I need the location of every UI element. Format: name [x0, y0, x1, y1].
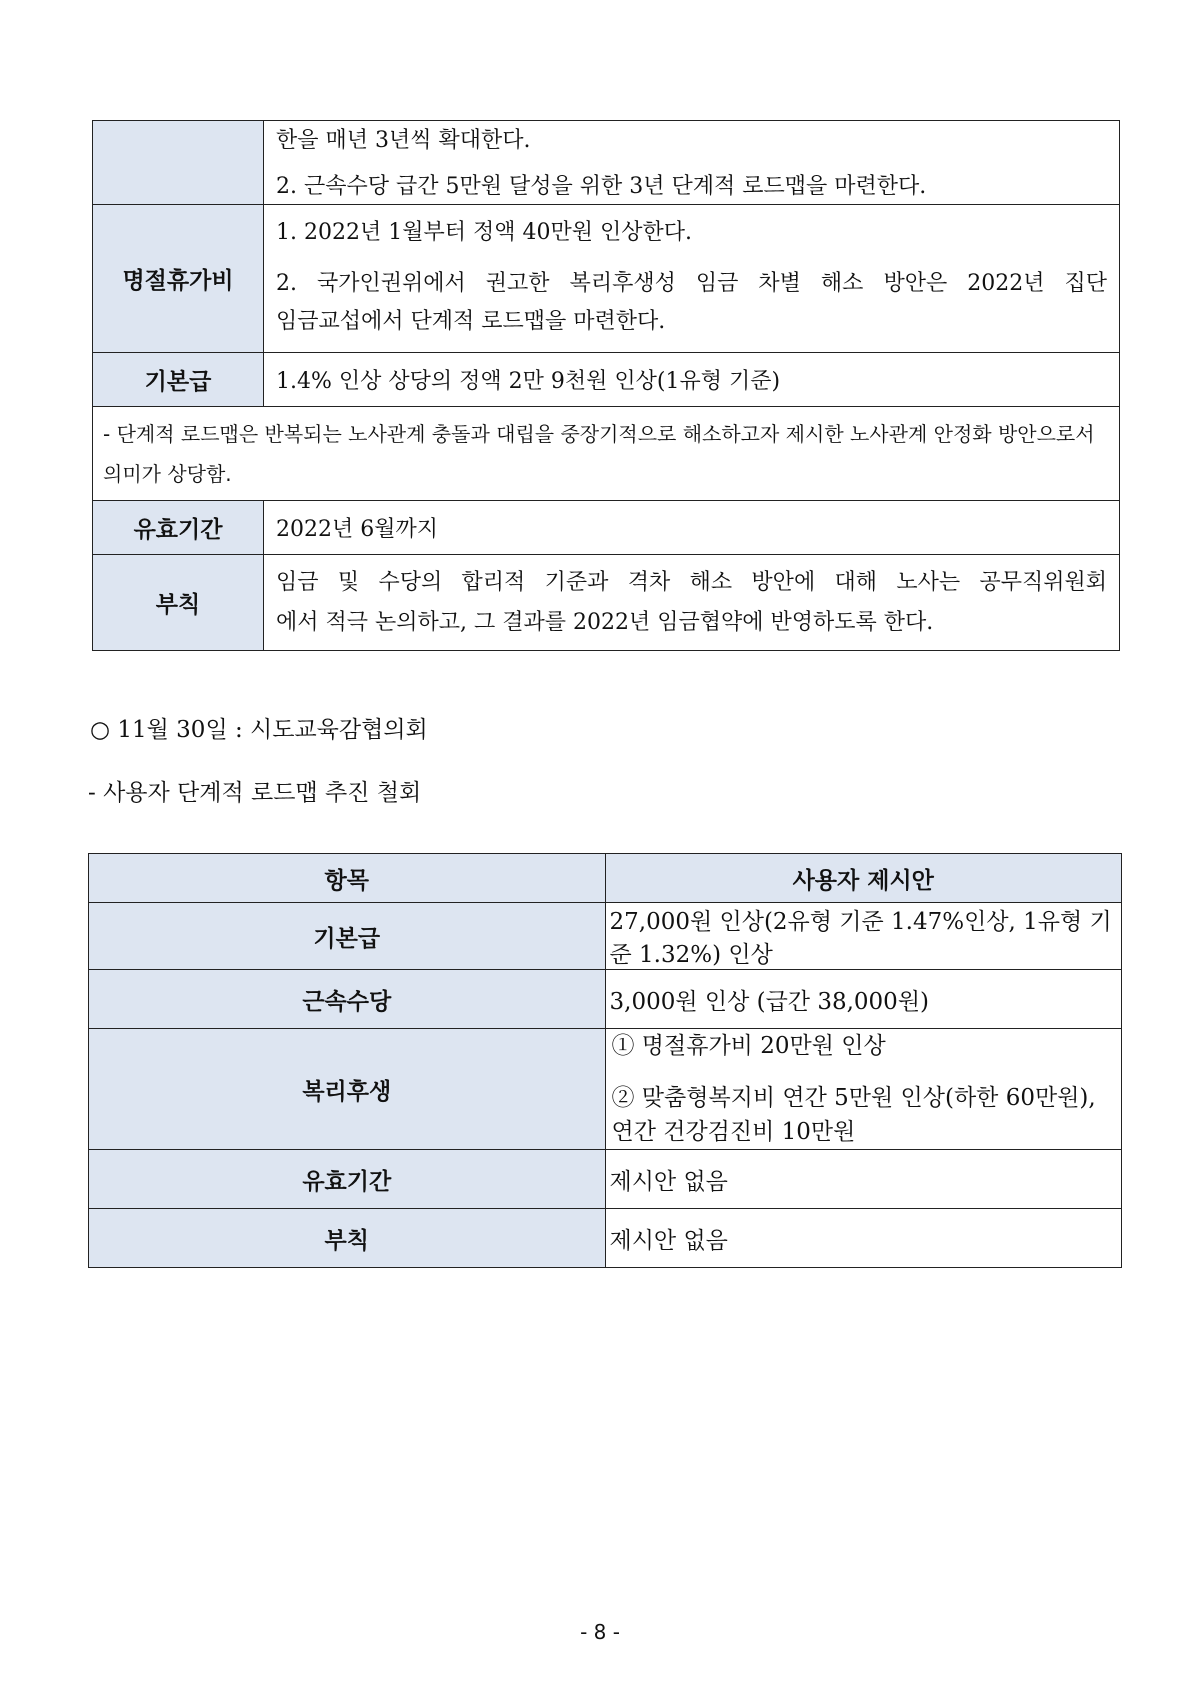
table-row — [89, 903, 1122, 970]
row-line: 에서 적극 논의하고, 그 결과를 2022년 임금협약에 반영하도록 한다. — [276, 609, 934, 635]
row-content — [264, 205, 1120, 353]
row-label: 기본급 — [89, 903, 606, 970]
row-line: 임금 및 수당의 합리적 기준과 격차 해소 방안에 대해 노사는 공무직위원회 — [276, 569, 1107, 595]
note-text: - 단계적 로드맵은 반복되는 노사관계 충돌과 대립을 중장기적으로 해소하고자 제시한 노사관계 안정화 방안으로서 의미가 상당함. — [93, 407, 1120, 501]
row-line: 한을 매년 3년씩 확대한다. — [276, 127, 531, 153]
table-row — [93, 353, 1120, 407]
row-value: 제시안 없음 — [605, 1150, 1122, 1209]
proposal-table — [88, 853, 1122, 1268]
row-value: 2022년 6월까지 — [276, 517, 438, 542]
table-row — [89, 1029, 1122, 1150]
table-row — [89, 1150, 1122, 1209]
row-line: 2. 국가인권위에서 권고한 복리후생성 임금 차별 해소 방안은 2022년 집단 — [276, 270, 1107, 296]
row-label: 명절휴가비 — [93, 205, 264, 353]
row-line: 임금교섭에서 단계적 로드맵을 마련한다. — [276, 308, 666, 334]
row-value: 27,000원 인상(2유형 기준 1.47%인상, 1유형 기준 1.32%) 인상 — [605, 903, 1122, 970]
row-content — [264, 555, 1120, 651]
row-line: 1. 2022년 1월부터 정액 40만원 인상한다. — [276, 219, 692, 245]
table-row — [89, 1209, 1122, 1268]
table-row — [93, 407, 1120, 501]
row-value: 제시안 없음 — [605, 1209, 1122, 1268]
row-label: 부칙 — [89, 1209, 606, 1268]
table-row — [93, 121, 1120, 205]
table-row — [93, 501, 1120, 555]
sub-heading: - 사용자 단계적 로드맵 추진 철회 — [88, 780, 422, 806]
row-content — [264, 121, 1120, 205]
row-label: 복리후생 — [89, 1029, 606, 1150]
row-line: 2. 근속수당 급간 5만원 달성을 위한 3년 단계적 로드맵을 마련한다. — [276, 173, 927, 199]
table-row — [93, 205, 1120, 353]
row-label: 근속수당 — [89, 970, 606, 1029]
row-line: ① 명절휴가비 20만원 인상 — [611, 1033, 886, 1059]
table-row — [89, 970, 1122, 1029]
table-header-row — [89, 854, 1122, 903]
header-proposal: 사용자 제시안 — [605, 854, 1122, 903]
row-content — [264, 353, 1120, 407]
bullet-heading: ○ 11월 30일 : 시도교육감협의회 — [90, 717, 428, 743]
row-line: ② 맞춤형복지비 연간 5만원 인상(하한 60만원), 연간 건강검진비 10만원 — [611, 1085, 1096, 1145]
row-value: 3,000원 인상 (급간 38,000원) — [605, 970, 1122, 1029]
header-item: 항목 — [89, 854, 606, 903]
row-label — [93, 121, 264, 205]
page-number: - 8 - — [580, 1620, 620, 1644]
row-label: 부칙 — [93, 555, 264, 651]
row-value: 1.4% 인상 상당의 정액 2만 9천원 인상(1유형 기준) — [276, 369, 781, 394]
row-label: 유효기간 — [89, 1150, 606, 1209]
row-label: 기본급 — [93, 353, 264, 407]
agreement-table — [92, 120, 1120, 651]
row-content — [264, 501, 1120, 555]
row-label: 유효기간 — [93, 501, 264, 555]
table-row — [93, 555, 1120, 651]
row-content — [605, 1029, 1122, 1150]
